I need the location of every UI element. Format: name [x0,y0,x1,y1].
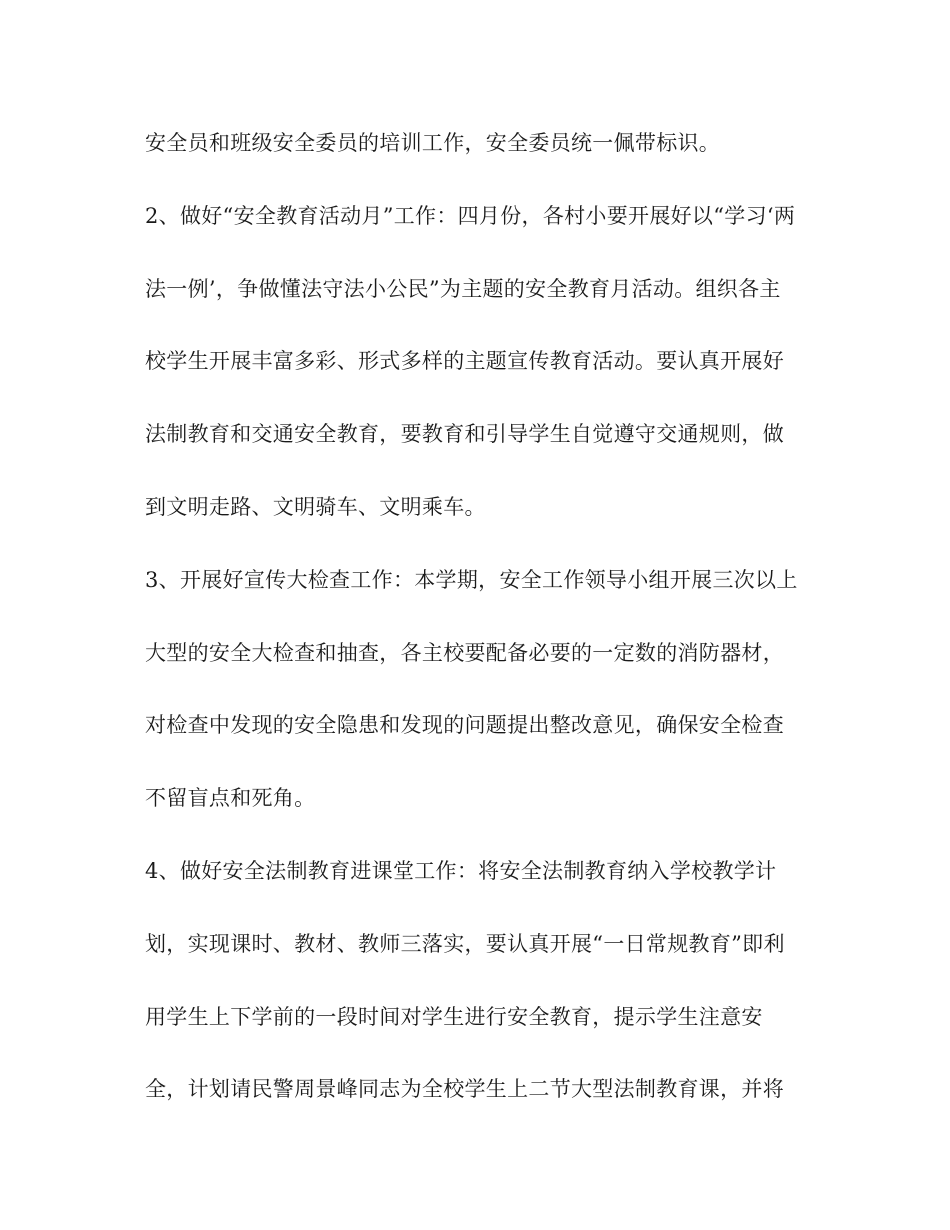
text-line: 对检查中发现的安全隐患和发现的问题提出整改意见，确保安全检查 [145,713,784,738]
text-line: 用学生上下学前的一段时间对学生进行安全教育，提示学生注意安 [145,1004,763,1029]
text-line: 到文明走路、文明骑车、文明乘车。 [145,494,486,519]
text-line: 安全员和班级安全委员的培训工作，安全委员统一佩带标识。 [145,131,721,155]
text-line: 4、做好安全法制教育进课堂工作：将安全法制教育纳入学校教学计 [145,858,777,883]
text-line: 法一例’，争做懂法守法小公民”为主题的安全教育月活动。组织各主 [145,276,781,301]
text-line: 2、做好“安全教育活动月”工作：四月份，各村小要开展好以“学习‘两 [145,203,796,228]
text-line: 大型的安全大检查和抽查，各主校要配备必要的一定数的消防器材， [145,640,784,665]
text-line: 不留盲点和死角。 [145,786,316,811]
document-body [145,123,815,1142]
text-line: 法制教育和交通安全教育，要教育和引导学生自觉遵守交通规则，做 [145,422,784,447]
text-line: 全，计划请民警周景峰同志为全校学生上二节大型法制教育课，并将 [145,1077,784,1102]
text-line: 校学生开展丰富多彩、形式多样的主题宣传教育活动。要认真开展好 [145,349,784,374]
text-line: 划，实现课时、教材、教师三落实，要认真开展“一日常规教育”即利 [145,931,785,956]
text-line: 3、开展好宣传大检查工作：本学期，安全工作领导小组开展三次以上 [145,567,798,592]
